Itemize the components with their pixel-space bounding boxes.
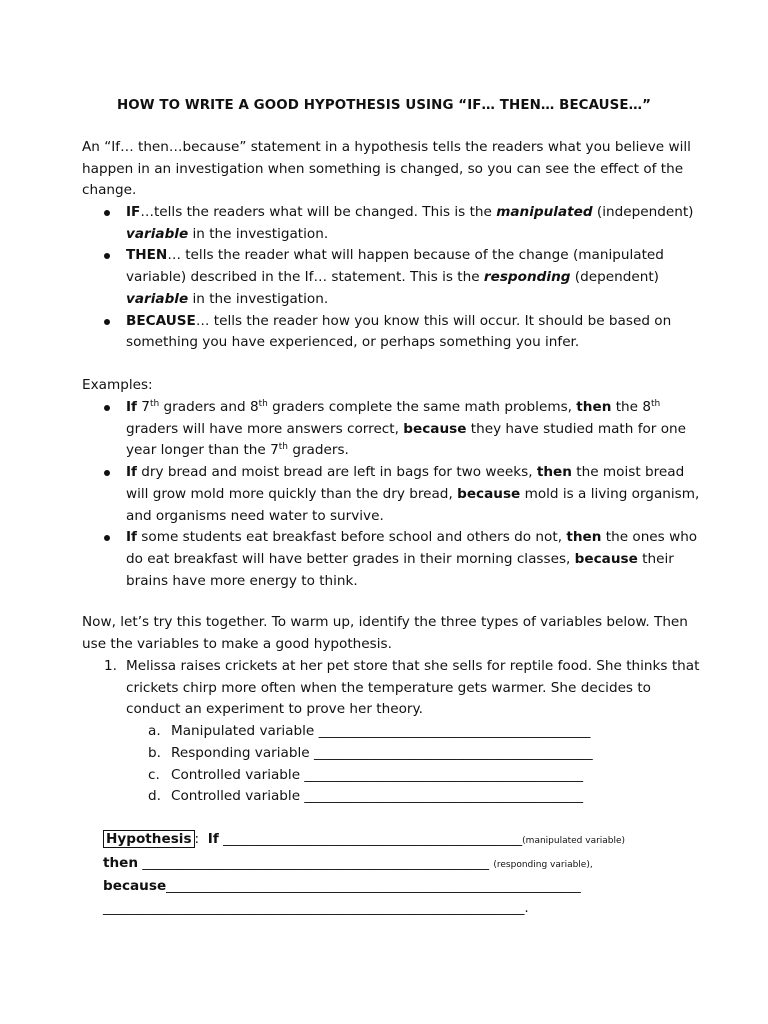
example-item: If 7th graders and 8th graders complete the same math problems, then the 8th graders will have more answers correct, because they have studied math for one year longer than the 7th graders. — [82, 397, 702, 462]
problem-text: Melissa raises crickets at her pet store that she sells for reptile food. She thinks that crickets chirp more often when the temperature gets warmer. She decides to conduct an experiment to prove her theory. — [126, 658, 700, 718]
variable-item-manipulated[interactable]: a. Manipulated variable ________________________________________ — [148, 723, 591, 740]
hypothesis-section — [103, 829, 703, 920]
examples-label: Examples: — [82, 377, 153, 393]
variable-item-responding[interactable]: b. Responding variable _________________________________________ — [148, 744, 593, 761]
list-item-because: BECAUSE… tells the reader how you know this will occur. It should be based on something you have experienced, or perhaps something you infer. — [82, 311, 702, 354]
example-item: If dry bread and moist bread are left in bags for two weeks, then the moist bread will grow mold more quickly than the dry bread, because mold is a living organism, and organisms need water to survive. — [82, 462, 702, 527]
variable-item-controlled[interactable]: c. Controlled variable _________________________________________ — [148, 766, 584, 783]
hypothesis-then-line[interactable]: then ___________________________________________________ (responding variable), — [103, 854, 593, 871]
hypothesis-because-line[interactable]: because_____________________________________________________________ — [103, 878, 581, 895]
problem-list — [82, 656, 702, 808]
instruction-paragraph: Now, let’s try this together. To warm up, identify the three types of variables below. Then use the variables to make a good hypothesis. — [82, 614, 688, 652]
hypothesis-label: Hypothesis — [103, 830, 195, 848]
problem-item — [82, 656, 702, 721]
intro-paragraph: An “If… then…because” statement in a hypothesis tells the readers what you believe will happen in an investigation when something is changed, so you can see the effect of the change. — [82, 139, 691, 199]
explanation-list — [82, 202, 702, 354]
examples-list — [82, 397, 702, 592]
hypothesis-continuation-line[interactable]: ______________________________________________________________. — [103, 900, 529, 917]
hypothesis-if-line[interactable]: Hypothesis : If ____________________________________________(manipulated variable) — [103, 829, 703, 853]
list-item-then: THEN… tells the reader what will happen because of the change (manipulated variable) described in the If… statement. This is the responding (dependent) variable in the investigation. — [82, 245, 702, 310]
problem-number: 1. — [104, 658, 117, 674]
example-item: If some students eat breakfast before school and others do not, then the ones who do eat breakfast will have better grades in their morning classes, because their brains have more energy to think. — [82, 527, 702, 592]
page-title: HOW TO WRITE A GOOD HYPOTHESIS USING “IF… THEN… BECAUSE…” — [116, 98, 652, 113]
variable-item-controlled[interactable]: d. Controlled variable _________________________________________ — [148, 788, 584, 805]
list-item-if: IF…tells the readers what will be changed. This is the manipulated (independent) variable in the investigation. — [82, 202, 702, 245]
variable-list — [82, 721, 702, 808]
